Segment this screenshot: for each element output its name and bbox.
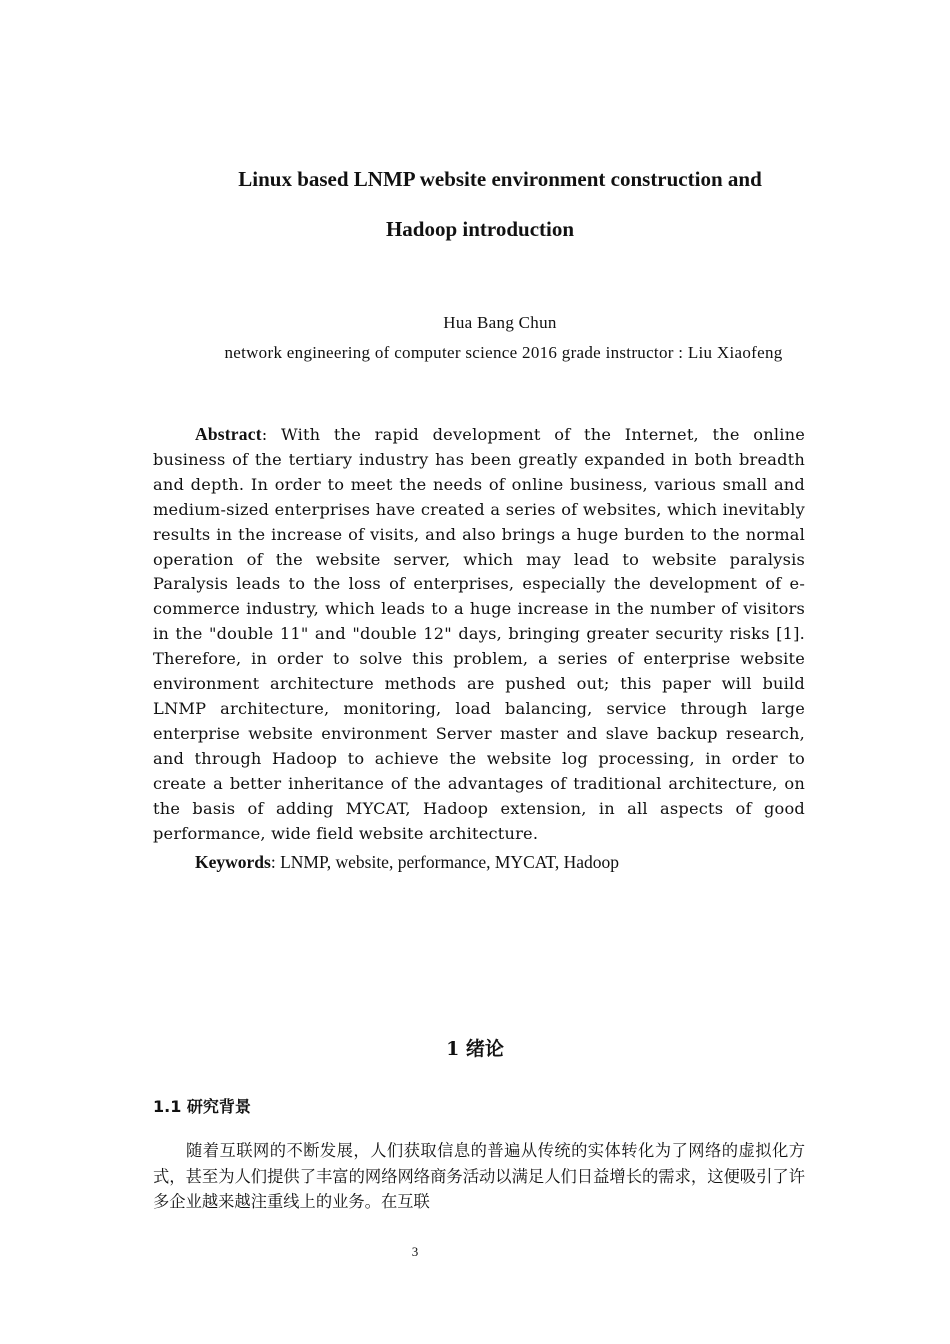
author-affiliation: network engineering of computer science 2016 grade instructor : Liu Xiaofeng bbox=[224, 343, 783, 362]
page-number: 3 bbox=[411, 1244, 419, 1259]
body-paragraph: 随着互联网的不断发展，人们获取信息的普遍从传统的实体转化为了网络的虚拟化方式，甚至为人们提供了丰富的网络网络商务活动以满足人们日益增长的需求，这便吸引了许多企业越来越注重线上的业务。在互联 bbox=[153, 1141, 805, 1211]
author-name: Hua Bang Chun bbox=[443, 313, 557, 332]
keywords-label: Keywords bbox=[195, 852, 271, 872]
section-heading: 1.1 研究背景 bbox=[153, 1097, 251, 1116]
chapter-heading: 1 绪论 bbox=[446, 1038, 504, 1060]
paper-title-line-2: Hadoop introduction bbox=[385, 217, 575, 241]
paper-title-line-1: Linux based LNMP website environment construction and bbox=[238, 167, 762, 191]
keywords-line bbox=[195, 850, 805, 874]
page-number-container bbox=[0, 1244, 950, 1260]
abstract-paragraph bbox=[153, 422, 805, 846]
keywords-text: : LNMP, website, performance, MYCAT, Hadoop bbox=[270, 852, 619, 872]
abstract-label: Abstract bbox=[195, 424, 262, 444]
abstract-text: : With the rapid development of the Internet, the online business of the tertiary industry has been greatly expanded in both breadth and depth. In order to meet the needs of online business, various small and medium-sized enterprises have created a series of websites, which inevitably results in the increase of visits, and also brings a huge burden to the normal operation of the website server, which may lead to website paralysis Paralysis leads to the loss of enterprises, especially the development of e-commerce industry, which leads to a huge increase in the number of visitors in the "double 11" and "double 12" days, bringing greater security risks [1]. Therefore, in order to solve this problem, a series of enterprise website environment architecture methods are pushed out; this paper will build LNMP architecture, monitoring, load balancing, service through large enterprise website environment Server master and slave backup research, and through Hadoop to achieve the website log processing, in order to create a better inheritance of the advantages of traditional architecture, on the basis of adding MYCAT, Hadoop extension, in all aspects of good performance, wide field website architecture. bbox=[153, 425, 805, 843]
